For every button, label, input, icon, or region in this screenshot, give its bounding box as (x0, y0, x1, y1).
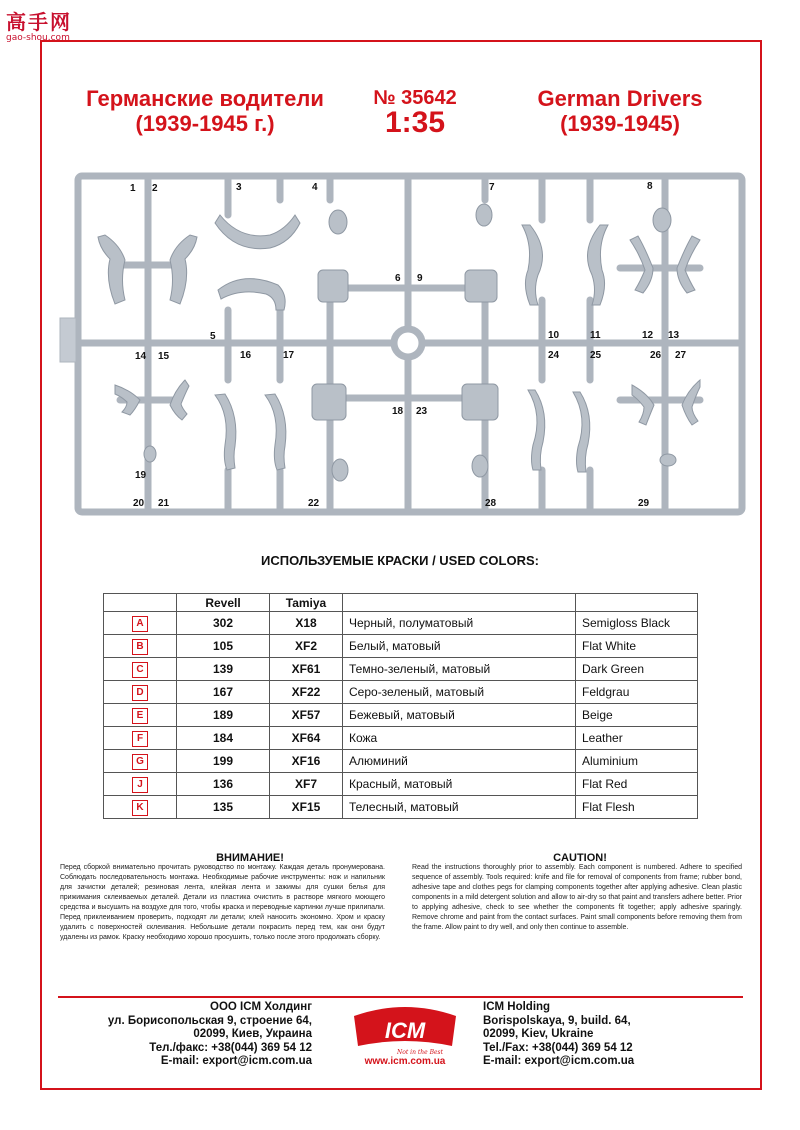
sprue-label: 22 (308, 498, 320, 509)
color-name-en-cell: Semigloss Black (576, 612, 698, 635)
color-code-cell (104, 773, 177, 796)
color-name-en-cell: Aluminium (576, 750, 698, 773)
address-ru-line: Тел./факс: +38(044) 369 54 12 (149, 1041, 312, 1054)
caution-ru-text: Перед сборкой внимательно прочитать руководство по монтажу. Каждая деталь пронумерована. Соблюдать последовательность монтажа. Необходимые рабочие инструменты: нож и напильник для зачистки деталей; резиновая лента, клейкая лента и зажимы для сушки белья для прижимания склеиваемых деталей. Детали из пластика очистить в растворе мягкого моющего средства и высушить на воздухе для того, чтобы краска и переводные картинки лучше прилипали. Перед приклеиванием проверить, подходят ли детали; клей наносить экономно. Хром и краску удалить с поверхностей склеивания. Небольшие детали покрасить перед тем, как они будут удалены из рамок. Краску необходимо хорошо просушить, только после этого продолжать сборку. (60, 864, 385, 941)
color-code-badge: J (132, 777, 148, 793)
sprue-label: 1 (130, 183, 136, 194)
revell-cell: 167 (177, 681, 270, 704)
colors-table (103, 593, 698, 819)
address-ru-line: E-mail: export@icm.com.ua (160, 1055, 312, 1067)
revell-cell: 184 (177, 727, 270, 750)
catalog-number: № 35642 (373, 87, 457, 109)
sprue-label: 10 (548, 330, 560, 341)
revell-cell: 189 (177, 704, 270, 727)
revell-cell: 139 (177, 658, 270, 681)
address-ru-line: ул. Борисопольская 9, строение 64, (107, 1014, 312, 1027)
colors-body (104, 612, 698, 819)
tamiya-cell: XF2 (270, 635, 343, 658)
tamiya-cell: XF57 (270, 704, 343, 727)
tamiya-cell: XF22 (270, 681, 343, 704)
color-row (104, 612, 698, 635)
color-row (104, 681, 698, 704)
color-code-badge: G (132, 754, 148, 770)
scale: 1:35 (384, 106, 446, 139)
address-en (483, 1001, 703, 1069)
colors-title: ИСПОЛЬЗУЕМЫЕ КРАСКИ / USED COLORS: (261, 553, 539, 568)
sprue-label: 21 (158, 498, 170, 509)
sprue-label: 11 (590, 330, 601, 341)
color-row (104, 750, 698, 773)
tamiya-cell: XF7 (270, 773, 343, 796)
color-code-badge: E (132, 708, 148, 724)
address-ru-line: 02099, Киев, Украина (193, 1028, 312, 1040)
color-code-badge: B (132, 639, 148, 655)
sprue-label: 23 (416, 406, 428, 417)
revell-cell: 136 (177, 773, 270, 796)
color-code-badge: C (132, 662, 148, 678)
color-code-badge: A (132, 616, 148, 632)
sprue-label: 12 (642, 330, 654, 341)
address-en-line: ICM Holding (483, 1001, 551, 1013)
revell-cell: 105 (177, 635, 270, 658)
color-code-badge: D (132, 685, 148, 701)
color-name-ru-cell: Черный, полуматовый (343, 612, 576, 635)
col-header-revell: Revell (177, 594, 270, 612)
tamiya-cell: XF15 (270, 796, 343, 819)
col-header-code (104, 594, 177, 612)
color-name-ru-cell: Телесный, матовый (343, 796, 576, 819)
color-name-en-cell: Flat White (576, 635, 698, 658)
title-ru-line1: Германские водители (86, 86, 324, 111)
color-name-en-cell: Feldgrau (576, 681, 698, 704)
sprue-label: 28 (485, 498, 497, 509)
color-name-ru-cell: Красный, матовый (343, 773, 576, 796)
sprue-label: 14 (135, 351, 147, 362)
sprue-label: 9 (417, 273, 423, 284)
sprue-label: 29 (638, 498, 650, 509)
color-code-cell (104, 635, 177, 658)
revell-cell: 199 (177, 750, 270, 773)
logo-tagline: Not in the Best (396, 1049, 444, 1056)
color-name-en-cell: Dark Green (576, 658, 698, 681)
caution-en-text: Read the instructions thoroughly prior to assembly. Each component is numbered. Adhere to specified sequence of assembly. Tools required: knife and file for removal of components from frame; rubber bond, adhesive tape and clothes pegs for clamping components together after applying adhesive. Clean plastic components in a mild detergent solution and allow to air-dry so that paint and transfers adhere better. Prior to applying adhesive, check to see whether the components fit together; apply adhesive sparingly. Remove chrome and paint from the contact surfaces. Paint small components before removing them from the frame. Allow paint to dry well, and only then continue to assemble. (412, 864, 742, 931)
logo-text: ICM (384, 1018, 426, 1043)
color-name-en-cell: Beige (576, 704, 698, 727)
sprue-label: 13 (668, 330, 680, 341)
sprue-label: 15 (158, 351, 170, 362)
sprue-diagram (0, 0, 800, 540)
color-name-ru-cell: Белый, матовый (343, 635, 576, 658)
sprue-label: 4 (312, 182, 318, 193)
address-ru (100, 1001, 312, 1069)
sprue-label: 5 (210, 331, 216, 342)
color-code-badge: K (132, 800, 148, 816)
color-code-badge: F (132, 731, 148, 747)
col-header-tamiya: Tamiya (270, 594, 343, 612)
color-code-cell (104, 681, 177, 704)
color-name-ru-cell: Кожа (343, 727, 576, 750)
sprue-label: 18 (392, 406, 404, 417)
sprue-label: 24 (548, 350, 560, 361)
color-name-ru-cell: Бежевый, матовый (343, 704, 576, 727)
color-code-cell (104, 727, 177, 750)
colors-header-row (104, 594, 698, 612)
color-name-ru-cell: Алюминий (343, 750, 576, 773)
footer-divider (58, 996, 743, 998)
color-row (104, 796, 698, 819)
color-name-en-cell: Flat Flesh (576, 796, 698, 819)
revell-cell: 302 (177, 612, 270, 635)
sprue-label: 2 (152, 183, 158, 194)
sprue-label: 7 (489, 182, 495, 193)
revell-cell: 135 (177, 796, 270, 819)
color-name-ru-cell: Темно-зеленый, матовый (343, 658, 576, 681)
watermark-main: 高手网 (6, 10, 72, 34)
tamiya-cell: XF61 (270, 658, 343, 681)
color-row (104, 635, 698, 658)
color-name-ru-cell: Серо-зеленый, матовый (343, 681, 576, 704)
caution-en-title: CAUTION! (553, 852, 607, 864)
tamiya-cell: XF16 (270, 750, 343, 773)
sprue-label: 6 (395, 273, 401, 284)
col-header-ru (343, 594, 576, 612)
col-header-en (576, 594, 698, 612)
sprue-label: 19 (135, 470, 147, 481)
sprue-label: 17 (283, 350, 295, 361)
sprue-label: 27 (675, 350, 687, 361)
address-en-line: 02099, Kiev, Ukraine (483, 1028, 594, 1040)
sprue-label: 8 (647, 181, 653, 192)
address-en-line: Borispolskaya, 9, build. 64, (483, 1014, 631, 1027)
color-code-cell (104, 796, 177, 819)
color-row (104, 658, 698, 681)
color-name-en-cell: Flat Red (576, 773, 698, 796)
sprue-label: 16 (240, 350, 252, 361)
color-name-en-cell: Leather (576, 727, 698, 750)
sprue-label: 26 (650, 350, 662, 361)
address-en-line: Tel./Fax: +38(044) 369 54 12 (483, 1041, 633, 1054)
watermark-sub: gao-shou.com (6, 33, 70, 43)
sprue-label: 25 (590, 350, 602, 361)
title-en-line2: (1939-1945) (560, 111, 680, 136)
color-row (104, 704, 698, 727)
color-code-cell (104, 750, 177, 773)
color-code-cell (104, 704, 177, 727)
title-ru-line2: (1939-1945 г.) (135, 111, 275, 136)
tamiya-cell: XF64 (270, 727, 343, 750)
caution-ru-title: ВНИМАНИЕ! (216, 852, 284, 864)
title-en-line1: German Drivers (537, 86, 703, 111)
website-url: www.icm.com.ua (364, 1056, 446, 1067)
sprue-label: 20 (133, 498, 145, 509)
address-en-line: E-mail: export@icm.com.ua (483, 1055, 635, 1067)
tamiya-cell: X18 (270, 612, 343, 635)
color-code-cell (104, 658, 177, 681)
color-row (104, 773, 698, 796)
color-row (104, 727, 698, 750)
color-code-cell (104, 612, 177, 635)
address-ru-line: ООО ICM Холдинг (210, 1001, 312, 1013)
sprue-label: 3 (236, 182, 242, 193)
